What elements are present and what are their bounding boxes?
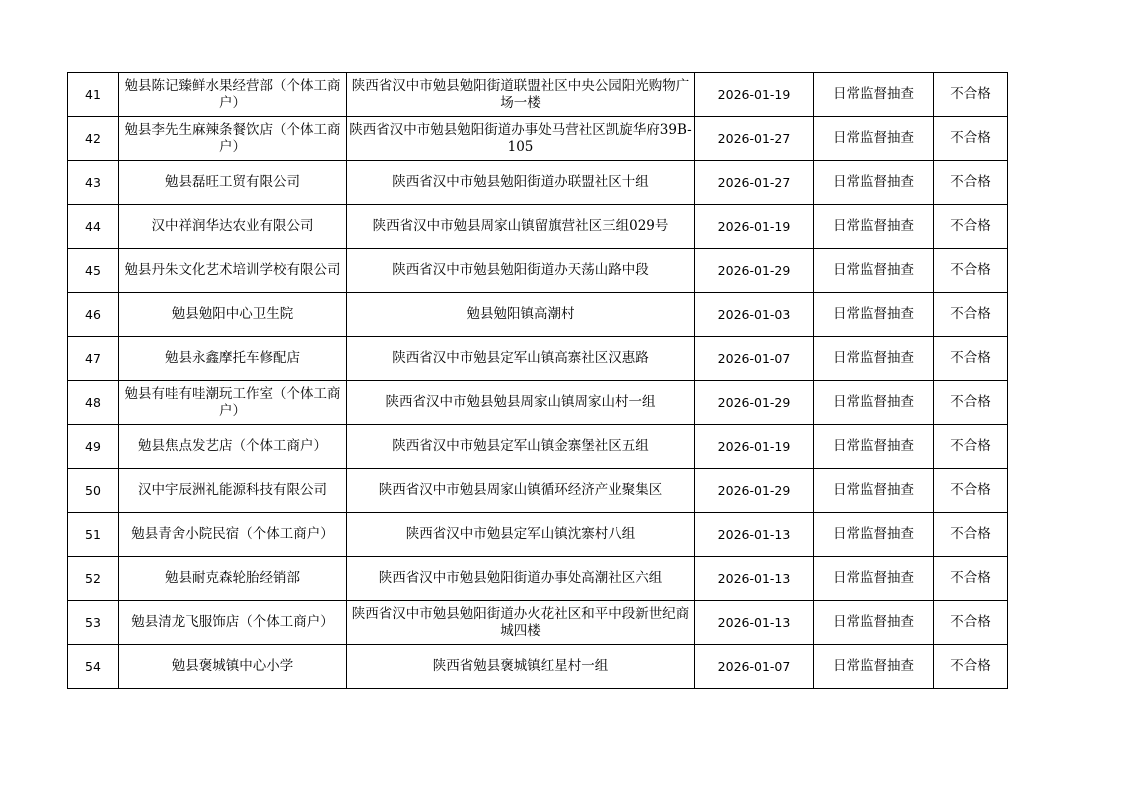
inspection-type-cell: 日常监督抽查: [814, 249, 934, 293]
result-cell: 不合格: [934, 337, 1008, 381]
table-row: [68, 469, 1008, 513]
result-cell: 不合格: [934, 161, 1008, 205]
inspection-results-table: [67, 72, 1008, 689]
address-cell: 陕西省汉中市勉县勉阳街道办火花社区和平中段新世纪商城四楼: [347, 601, 695, 645]
row-number-cell: 53: [68, 601, 119, 645]
company-name-cell: 勉县陈记臻鲜水果经营部（个体工商户）: [119, 73, 347, 117]
company-name-cell: 勉县耐克森轮胎经销部: [119, 557, 347, 601]
company-name-cell: 勉县勉阳中心卫生院: [119, 293, 347, 337]
inspection-type-cell: 日常监督抽查: [814, 381, 934, 425]
company-name-cell: 勉县磊旺工贸有限公司: [119, 161, 347, 205]
row-number-cell: 54: [68, 645, 119, 689]
row-number-cell: 52: [68, 557, 119, 601]
table-row: [68, 161, 1008, 205]
row-number-cell: 50: [68, 469, 119, 513]
inspection-type-cell: 日常监督抽查: [814, 337, 934, 381]
company-name-cell: 勉县永鑫摩托车修配店: [119, 337, 347, 381]
inspection-type-cell: 日常监督抽查: [814, 73, 934, 117]
row-number-cell: 42: [68, 117, 119, 161]
table-row: [68, 205, 1008, 249]
company-name-cell: 勉县焦点发艺店（个体工商户）: [119, 425, 347, 469]
row-number-cell: 43: [68, 161, 119, 205]
inspection-date-cell: 2026-01-13: [695, 513, 814, 557]
result-cell: 不合格: [934, 469, 1008, 513]
company-name-cell: 汉中宇辰洲礼能源科技有限公司: [119, 469, 347, 513]
inspection-type-cell: 日常监督抽查: [814, 601, 934, 645]
inspection-date-cell: 2026-01-29: [695, 469, 814, 513]
inspection-type-cell: 日常监督抽查: [814, 425, 934, 469]
address-cell: 勉县勉阳镇高潮村: [347, 293, 695, 337]
result-cell: 不合格: [934, 513, 1008, 557]
table-row: [68, 601, 1008, 645]
table-row: [68, 645, 1008, 689]
inspection-date-cell: 2026-01-07: [695, 645, 814, 689]
row-number-cell: 41: [68, 73, 119, 117]
table-row: [68, 337, 1008, 381]
inspection-type-cell: 日常监督抽查: [814, 205, 934, 249]
result-cell: 不合格: [934, 205, 1008, 249]
company-name-cell: 汉中祥润华达农业有限公司: [119, 205, 347, 249]
result-cell: 不合格: [934, 117, 1008, 161]
company-name-cell: 勉县褒城镇中心小学: [119, 645, 347, 689]
row-number-cell: 44: [68, 205, 119, 249]
table-row: [68, 117, 1008, 161]
inspection-date-cell: 2026-01-19: [695, 73, 814, 117]
row-number-cell: 45: [68, 249, 119, 293]
table-row: [68, 381, 1008, 425]
address-cell: 陕西省汉中市勉县定军山镇高寨社区汉惠路: [347, 337, 695, 381]
inspection-type-cell: 日常监督抽查: [814, 469, 934, 513]
inspection-type-cell: 日常监督抽查: [814, 293, 934, 337]
table-row: [68, 249, 1008, 293]
address-cell: 陕西省汉中市勉县勉阳街道办事处高潮社区六组: [347, 557, 695, 601]
table-row: [68, 513, 1008, 557]
table-body: [68, 73, 1008, 689]
result-cell: 不合格: [934, 601, 1008, 645]
inspection-date-cell: 2026-01-19: [695, 205, 814, 249]
address-cell: 陕西省汉中市勉县定军山镇金寨堡社区五组: [347, 425, 695, 469]
inspection-date-cell: 2026-01-27: [695, 117, 814, 161]
table-row: [68, 425, 1008, 469]
address-cell: 陕西省汉中市勉县勉阳街道办联盟社区十组: [347, 161, 695, 205]
address-cell: 陕西省汉中市勉县周家山镇留旗营社区三组029号: [347, 205, 695, 249]
company-name-cell: 勉县有哇有哇潮玩工作室（个体工商户）: [119, 381, 347, 425]
address-cell: 陕西省汉中市勉县勉阳街道办天荡山路中段: [347, 249, 695, 293]
inspection-date-cell: 2026-01-07: [695, 337, 814, 381]
address-cell: 陕西省汉中市勉县周家山镇循环经济产业聚集区: [347, 469, 695, 513]
row-number-cell: 47: [68, 337, 119, 381]
address-cell: 陕西省汉中市勉县勉阳街道办事处马营社区凯旋华府39B-105: [347, 117, 695, 161]
result-cell: 不合格: [934, 249, 1008, 293]
row-number-cell: 48: [68, 381, 119, 425]
company-name-cell: 勉县丹朱文化艺术培训学校有限公司: [119, 249, 347, 293]
inspection-date-cell: 2026-01-29: [695, 381, 814, 425]
table-row: [68, 293, 1008, 337]
row-number-cell: 46: [68, 293, 119, 337]
table-row: [68, 557, 1008, 601]
result-cell: 不合格: [934, 293, 1008, 337]
company-name-cell: 勉县青舍小院民宿（个体工商户）: [119, 513, 347, 557]
inspection-date-cell: 2026-01-27: [695, 161, 814, 205]
inspection-type-cell: 日常监督抽查: [814, 117, 934, 161]
address-cell: 陕西省汉中市勉县勉阳街道联盟社区中央公园阳光购物广场一楼: [347, 73, 695, 117]
inspection-type-cell: 日常监督抽查: [814, 161, 934, 205]
address-cell: 陕西省汉中市勉县定军山镇沈寨村八组: [347, 513, 695, 557]
inspection-type-cell: 日常监督抽查: [814, 557, 934, 601]
address-cell: 陕西省勉县褒城镇红星村一组: [347, 645, 695, 689]
inspection-date-cell: 2026-01-13: [695, 601, 814, 645]
company-name-cell: 勉县李先生麻辣条餐饮店（个体工商户）: [119, 117, 347, 161]
inspection-date-cell: 2026-01-19: [695, 425, 814, 469]
inspection-date-cell: 2026-01-13: [695, 557, 814, 601]
company-name-cell: 勉县清龙飞服饰店（个体工商户）: [119, 601, 347, 645]
inspection-type-cell: 日常监督抽查: [814, 645, 934, 689]
result-cell: 不合格: [934, 645, 1008, 689]
inspection-date-cell: 2026-01-29: [695, 249, 814, 293]
table-row: [68, 73, 1008, 117]
row-number-cell: 49: [68, 425, 119, 469]
address-cell: 陕西省汉中市勉县勉县周家山镇周家山村一组: [347, 381, 695, 425]
result-cell: 不合格: [934, 381, 1008, 425]
inspection-type-cell: 日常监督抽查: [814, 513, 934, 557]
result-cell: 不合格: [934, 73, 1008, 117]
inspection-date-cell: 2026-01-03: [695, 293, 814, 337]
result-cell: 不合格: [934, 557, 1008, 601]
result-cell: 不合格: [934, 425, 1008, 469]
row-number-cell: 51: [68, 513, 119, 557]
